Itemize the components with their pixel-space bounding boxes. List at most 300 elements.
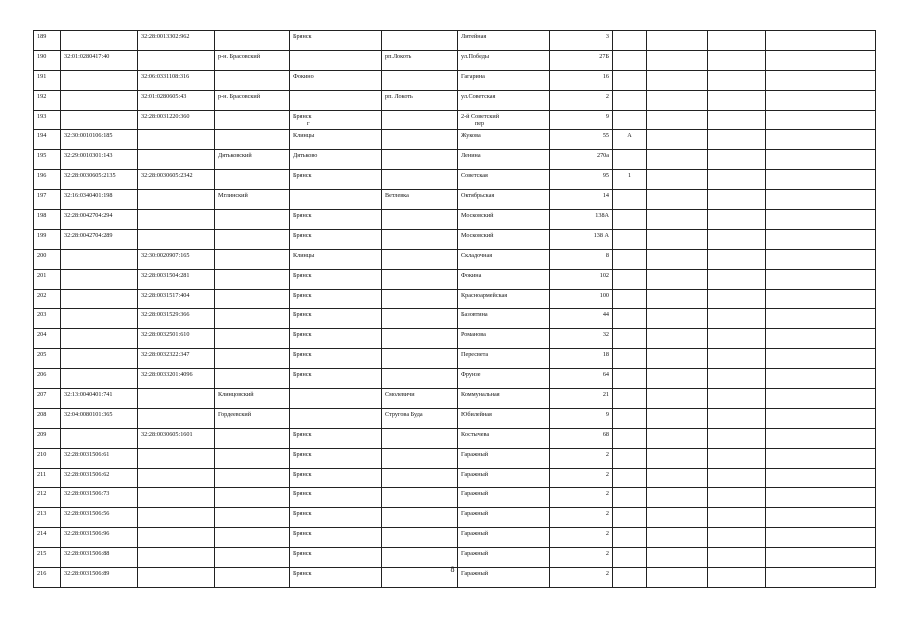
- building-letter-cell: [613, 110, 647, 130]
- district-cell: р-н. Брасовский: [215, 50, 290, 70]
- extra-col-2-cell: [708, 369, 766, 389]
- house-number-cell: 9: [550, 110, 613, 130]
- house-number-cell: 2: [550, 448, 613, 468]
- district-cell: [215, 448, 290, 468]
- extra-col-1-cell: [647, 468, 708, 488]
- table-row: [34, 448, 876, 468]
- table-row: [34, 130, 876, 150]
- street-cell: Базовтина: [458, 309, 550, 329]
- house-number-cell: 3: [550, 31, 613, 51]
- district-cell: [215, 468, 290, 488]
- house-number-cell: 21: [550, 389, 613, 409]
- street-cell: Гаражный: [458, 568, 550, 588]
- street-cell: Фрунзе: [458, 369, 550, 389]
- street-cell: Фокина: [458, 269, 550, 289]
- settlement-cell: [382, 289, 458, 309]
- building-letter-cell: [613, 70, 647, 90]
- row-number-cell: 206: [34, 369, 61, 389]
- settlement-cell: [382, 170, 458, 190]
- cadastral-number-building-cell: [61, 369, 138, 389]
- cadastral-number-building-cell: 32:28:0031506:61: [61, 448, 138, 468]
- table-row: [34, 229, 876, 249]
- house-number-cell: 270а: [550, 150, 613, 170]
- cadastral-number-building-cell: 32:28:0031506:62: [61, 468, 138, 488]
- building-letter-cell: [613, 428, 647, 448]
- house-number-cell: 2: [550, 508, 613, 528]
- district-cell: [215, 488, 290, 508]
- table-row: [34, 190, 876, 210]
- extra-col-2-cell: [708, 289, 766, 309]
- extra-col-1-cell: [647, 229, 708, 249]
- extra-col-2-cell: [708, 110, 766, 130]
- city-cell: Брянск: [290, 170, 382, 190]
- extra-col-3-cell: [766, 448, 876, 468]
- table-row: [34, 528, 876, 548]
- city-line-2: г: [307, 119, 310, 127]
- cadastral-number-building-cell: [61, 249, 138, 269]
- building-letter-cell: [613, 90, 647, 110]
- house-number-cell: 2: [550, 528, 613, 548]
- extra-col-2-cell: [708, 50, 766, 70]
- extra-col-2-cell: [708, 249, 766, 269]
- building-letter-cell: [613, 408, 647, 428]
- settlement-cell: [382, 528, 458, 548]
- extra-col-2-cell: [708, 229, 766, 249]
- district-cell: Гордеевский: [215, 408, 290, 428]
- row-number-cell: 215: [34, 548, 61, 568]
- house-number-cell: 18: [550, 349, 613, 369]
- extra-col-3-cell: [766, 428, 876, 448]
- extra-col-1-cell: [647, 90, 708, 110]
- street-cell: Гаражный: [458, 468, 550, 488]
- extra-col-1-cell: [647, 508, 708, 528]
- table-row: [34, 389, 876, 409]
- table-row: [34, 90, 876, 110]
- row-number-cell: 200: [34, 249, 61, 269]
- street-cell: [458, 110, 550, 130]
- table-row: [34, 309, 876, 329]
- extra-col-2-cell: [708, 349, 766, 369]
- district-cell: [215, 210, 290, 230]
- table-row: [34, 269, 876, 289]
- extra-col-2-cell: [708, 70, 766, 90]
- row-number-cell: 202: [34, 289, 61, 309]
- city-cell: Брянск: [290, 289, 382, 309]
- cadastral-number-premises-cell: 32:30:0020907:165: [138, 249, 215, 269]
- extra-col-2-cell: [708, 528, 766, 548]
- city-cell: [290, 90, 382, 110]
- district-cell: [215, 229, 290, 249]
- house-number-cell: 8: [550, 249, 613, 269]
- table-row: [34, 50, 876, 70]
- street-cell: Гаражный: [458, 548, 550, 568]
- row-number-cell: 195: [34, 150, 61, 170]
- cadastral-number-building-cell: 32:13:0040401:741: [61, 389, 138, 409]
- cadastral-number-premises-cell: [138, 448, 215, 468]
- street-cell: Гаражный: [458, 528, 550, 548]
- cadastral-number-premises-cell: 32:01:0280605:43: [138, 90, 215, 110]
- house-number-cell: 44: [550, 309, 613, 329]
- city-cell: Клинцы: [290, 249, 382, 269]
- extra-col-1-cell: [647, 150, 708, 170]
- district-cell: [215, 110, 290, 130]
- street-cell: Ленина: [458, 150, 550, 170]
- settlement-cell: [382, 130, 458, 150]
- building-letter-cell: [613, 289, 647, 309]
- cadastral-number-building-cell: 32:28:0031506:89: [61, 568, 138, 588]
- settlement-cell: [382, 508, 458, 528]
- building-letter-cell: [613, 369, 647, 389]
- extra-col-3-cell: [766, 90, 876, 110]
- settlement-cell: [382, 488, 458, 508]
- building-letter-cell: [613, 269, 647, 289]
- row-number-cell: 192: [34, 90, 61, 110]
- extra-col-1-cell: [647, 448, 708, 468]
- row-number-cell: 201: [34, 269, 61, 289]
- cadastral-number-building-cell: [61, 329, 138, 349]
- district-cell: [215, 130, 290, 150]
- extra-col-1-cell: [647, 31, 708, 51]
- city-cell: Брянск: [290, 349, 382, 369]
- extra-col-3-cell: [766, 210, 876, 230]
- city-cell: [290, 408, 382, 428]
- extra-col-2-cell: [708, 508, 766, 528]
- city-cell: Брянск: [290, 488, 382, 508]
- house-number-cell: 9: [550, 408, 613, 428]
- house-number-cell: 2: [550, 468, 613, 488]
- extra-col-2-cell: [708, 269, 766, 289]
- table-row: [34, 249, 876, 269]
- extra-col-2-cell: [708, 309, 766, 329]
- extra-col-1-cell: [647, 170, 708, 190]
- cadastral-number-building-cell: [61, 289, 138, 309]
- cadastral-number-building-cell: 32:01:0280417:40: [61, 50, 138, 70]
- extra-col-3-cell: [766, 249, 876, 269]
- extra-col-3-cell: [766, 408, 876, 428]
- row-number-cell: 204: [34, 329, 61, 349]
- extra-col-3-cell: [766, 349, 876, 369]
- extra-col-2-cell: [708, 329, 766, 349]
- house-number-cell: 32: [550, 329, 613, 349]
- cadastral-number-premises-cell: [138, 408, 215, 428]
- house-number-cell: 102: [550, 269, 613, 289]
- building-letter-cell: [613, 488, 647, 508]
- cadastral-number-building-cell: 32:29:0010301:143: [61, 150, 138, 170]
- city-cell: Брянск: [290, 229, 382, 249]
- district-cell: Клинцовский: [215, 389, 290, 409]
- cadastral-number-premises-cell: 32:28:0033201:4096: [138, 369, 215, 389]
- page-number: 8: [450, 565, 455, 574]
- cadastral-number-building-cell: 32:16:0340401:198: [61, 190, 138, 210]
- district-cell: [215, 428, 290, 448]
- extra-col-1-cell: [647, 309, 708, 329]
- district-cell: [215, 249, 290, 269]
- cadastral-number-premises-cell: 32:28:0031504:281: [138, 269, 215, 289]
- table-row: [34, 210, 876, 230]
- building-letter-cell: А: [613, 130, 647, 150]
- row-number-cell: 208: [34, 408, 61, 428]
- city-cell: Брянск: [290, 428, 382, 448]
- house-number-cell: 16: [550, 70, 613, 90]
- city-cell: Брянск: [290, 568, 382, 588]
- table-row: [34, 289, 876, 309]
- row-number-cell: 189: [34, 31, 61, 51]
- cadastral-number-premises-cell: 32:06:0331108:316: [138, 70, 215, 90]
- house-number-cell: 2: [550, 488, 613, 508]
- building-letter-cell: [613, 249, 647, 269]
- city-cell: [290, 190, 382, 210]
- building-letter-cell: [613, 329, 647, 349]
- house-number-cell: 100: [550, 289, 613, 309]
- row-number-cell: 211: [34, 468, 61, 488]
- settlement-cell: [382, 31, 458, 51]
- building-letter-cell: [613, 50, 647, 70]
- settlement-cell: [382, 309, 458, 329]
- house-number-cell: 14: [550, 190, 613, 210]
- extra-col-1-cell: [647, 70, 708, 90]
- extra-col-1-cell: [647, 488, 708, 508]
- table-row: [34, 488, 876, 508]
- settlement-cell: [382, 150, 458, 170]
- settlement-cell: [382, 428, 458, 448]
- street-cell: Жукова: [458, 130, 550, 150]
- row-number-cell: 197: [34, 190, 61, 210]
- cadastral-number-premises-cell: 32:28:0031529:366: [138, 309, 215, 329]
- row-number-cell: 198: [34, 210, 61, 230]
- row-number-cell: 207: [34, 389, 61, 409]
- extra-col-2-cell: [708, 130, 766, 150]
- house-number-cell: 2: [550, 90, 613, 110]
- settlement-cell: [382, 70, 458, 90]
- row-number-cell: 213: [34, 508, 61, 528]
- cadastral-number-building-cell: 32:28:0031506:73: [61, 488, 138, 508]
- street-cell: Костычева: [458, 428, 550, 448]
- street-cell: Литейная: [458, 31, 550, 51]
- cadastral-number-building-cell: [61, 309, 138, 329]
- building-letter-cell: [613, 468, 647, 488]
- city-cell: Брянск: [290, 269, 382, 289]
- table-row: [34, 329, 876, 349]
- extra-col-3-cell: [766, 170, 876, 190]
- cadastral-number-premises-cell: 32:28:0032322:347: [138, 349, 215, 369]
- settlement-cell: [382, 468, 458, 488]
- district-cell: Дятьковский: [215, 150, 290, 170]
- extra-col-1-cell: [647, 428, 708, 448]
- extra-col-3-cell: [766, 70, 876, 90]
- extra-col-1-cell: [647, 110, 708, 130]
- row-number-cell: 193: [34, 110, 61, 130]
- row-number-cell: 214: [34, 528, 61, 548]
- cadastral-number-building-cell: [61, 90, 138, 110]
- extra-col-2-cell: [708, 428, 766, 448]
- cadastral-number-premises-cell: 32:28:0032501:610: [138, 329, 215, 349]
- building-letter-cell: [613, 349, 647, 369]
- extra-col-3-cell: [766, 269, 876, 289]
- extra-col-1-cell: [647, 528, 708, 548]
- extra-col-3-cell: [766, 309, 876, 329]
- settlement-cell: [382, 110, 458, 130]
- extra-col-1-cell: [647, 389, 708, 409]
- street-cell: Красноармейская: [458, 289, 550, 309]
- extra-col-1-cell: [647, 349, 708, 369]
- city-cell: [290, 50, 382, 70]
- house-number-cell: 64: [550, 369, 613, 389]
- city-cell: Брянск: [290, 31, 382, 51]
- extra-col-3-cell: [766, 50, 876, 70]
- extra-col-2-cell: [708, 210, 766, 230]
- settlement-cell: [382, 349, 458, 369]
- district-cell: [215, 528, 290, 548]
- city-cell: Брянск: [290, 210, 382, 230]
- extra-col-2-cell: [708, 468, 766, 488]
- cadastral-number-building-cell: 32:28:0031506:56: [61, 508, 138, 528]
- row-number-cell: 209: [34, 428, 61, 448]
- street-cell: Юбилейная: [458, 408, 550, 428]
- extra-col-2-cell: [708, 90, 766, 110]
- table-row: [34, 408, 876, 428]
- settlement-cell: [382, 249, 458, 269]
- building-letter-cell: [613, 528, 647, 548]
- district-cell: [215, 31, 290, 51]
- cadastral-number-building-cell: 32:28:0042704:289: [61, 229, 138, 249]
- table-row: [34, 468, 876, 488]
- extra-col-1-cell: [647, 269, 708, 289]
- extra-col-1-cell: [647, 408, 708, 428]
- cadastral-number-building-cell: [61, 70, 138, 90]
- extra-col-2-cell: [708, 31, 766, 51]
- building-letter-cell: [613, 448, 647, 468]
- cadastral-number-building-cell: 32:04:0080101:365: [61, 408, 138, 428]
- house-number-cell: 138 А: [550, 229, 613, 249]
- cadastral-number-building-cell: 32:28:0030605:2135: [61, 170, 138, 190]
- settlement-cell: [382, 329, 458, 349]
- city-cell: Фокино: [290, 70, 382, 90]
- table-row: [34, 369, 876, 389]
- building-letter-cell: [613, 210, 647, 230]
- street-cell: Романова: [458, 329, 550, 349]
- extra-col-1-cell: [647, 130, 708, 150]
- street-cell: Московский: [458, 229, 550, 249]
- building-letter-cell: [613, 229, 647, 249]
- district-cell: [215, 508, 290, 528]
- city-cell: [290, 110, 382, 130]
- street-cell: Пересвета: [458, 349, 550, 369]
- extra-col-3-cell: [766, 329, 876, 349]
- cadastral-number-premises-cell: 32:28:0031517:404: [138, 289, 215, 309]
- cadastral-number-building-cell: 32:28:0031506:88: [61, 548, 138, 568]
- city-cell: Брянск: [290, 528, 382, 548]
- table-row: [34, 31, 876, 51]
- extra-col-1-cell: [647, 190, 708, 210]
- house-number-cell: 55: [550, 130, 613, 150]
- city-line-1: Брянск: [293, 112, 312, 120]
- extra-col-1-cell: [647, 249, 708, 269]
- cadastral-number-premises-cell: [138, 229, 215, 249]
- street-cell: ул.Победы: [458, 50, 550, 70]
- table-row: [34, 150, 876, 170]
- row-number-cell: 196: [34, 170, 61, 190]
- cadastral-number-premises-cell: [138, 50, 215, 70]
- settlement-cell: Ветлевка: [382, 190, 458, 210]
- settlement-cell: [382, 369, 458, 389]
- cadastral-number-premises-cell: 32:28:0030605:1601: [138, 428, 215, 448]
- row-number-cell: 216: [34, 568, 61, 588]
- house-number-cell: 95: [550, 170, 613, 190]
- row-number-cell: 212: [34, 488, 61, 508]
- building-letter-cell: [613, 190, 647, 210]
- extra-col-3-cell: [766, 190, 876, 210]
- building-letter-cell: 1: [613, 170, 647, 190]
- row-number-cell: 191: [34, 70, 61, 90]
- district-cell: [215, 349, 290, 369]
- city-cell: Брянск: [290, 329, 382, 349]
- cadastral-number-building-cell: [61, 110, 138, 130]
- district-cell: [215, 329, 290, 349]
- building-letter-cell: [613, 389, 647, 409]
- district-cell: [215, 289, 290, 309]
- extra-col-2-cell: [708, 170, 766, 190]
- street-cell: Гаражный: [458, 448, 550, 468]
- row-number-cell: 210: [34, 448, 61, 468]
- extra-col-1-cell: [647, 369, 708, 389]
- building-letter-cell: [613, 150, 647, 170]
- extra-col-3-cell: [766, 110, 876, 130]
- street-cell: Октябрьская: [458, 190, 550, 210]
- extra-col-3-cell: [766, 389, 876, 409]
- city-cell: Брянск: [290, 468, 382, 488]
- street-line-2: пер: [475, 119, 485, 127]
- district-cell: [215, 269, 290, 289]
- extra-col-1-cell: [647, 210, 708, 230]
- table-row: [34, 70, 876, 90]
- cadastral-number-building-cell: [61, 31, 138, 51]
- city-cell: Брянск: [290, 448, 382, 468]
- table-row: [34, 508, 876, 528]
- city-cell: Брянск: [290, 508, 382, 528]
- cadastral-number-premises-cell: [138, 130, 215, 150]
- extra-col-3-cell: [766, 488, 876, 508]
- extra-col-3-cell: [766, 508, 876, 528]
- district-cell: Мглинский: [215, 190, 290, 210]
- table-row: [34, 170, 876, 190]
- street-cell: Гагарина: [458, 70, 550, 90]
- row-number-cell: 203: [34, 309, 61, 329]
- cadastral-number-building-cell: 32:28:0042704:294: [61, 210, 138, 230]
- settlement-cell: [382, 210, 458, 230]
- settlement-cell: [382, 269, 458, 289]
- cadastral-number-building-cell: 32:28:0031506:96: [61, 528, 138, 548]
- street-cell: Московский: [458, 210, 550, 230]
- settlement-cell: Смолевичи: [382, 389, 458, 409]
- row-number-cell: 205: [34, 349, 61, 369]
- extra-col-1-cell: [647, 50, 708, 70]
- extra-col-3-cell: [766, 369, 876, 389]
- row-number-cell: 194: [34, 130, 61, 150]
- extra-col-2-cell: [708, 150, 766, 170]
- settlement-cell: рп.Локоть: [382, 50, 458, 70]
- district-cell: [215, 70, 290, 90]
- row-number-cell: 199: [34, 229, 61, 249]
- extra-col-2-cell: [708, 408, 766, 428]
- cadastral-number-premises-cell: [138, 468, 215, 488]
- city-cell: Дятьково: [290, 150, 382, 170]
- street-line-1: 2-й Советский: [461, 112, 500, 120]
- cadastral-number-premises-cell: [138, 508, 215, 528]
- street-cell: Советская: [458, 170, 550, 190]
- extra-col-3-cell: [766, 130, 876, 150]
- city-cell: Клинцы: [290, 130, 382, 150]
- extra-col-3-cell: [766, 289, 876, 309]
